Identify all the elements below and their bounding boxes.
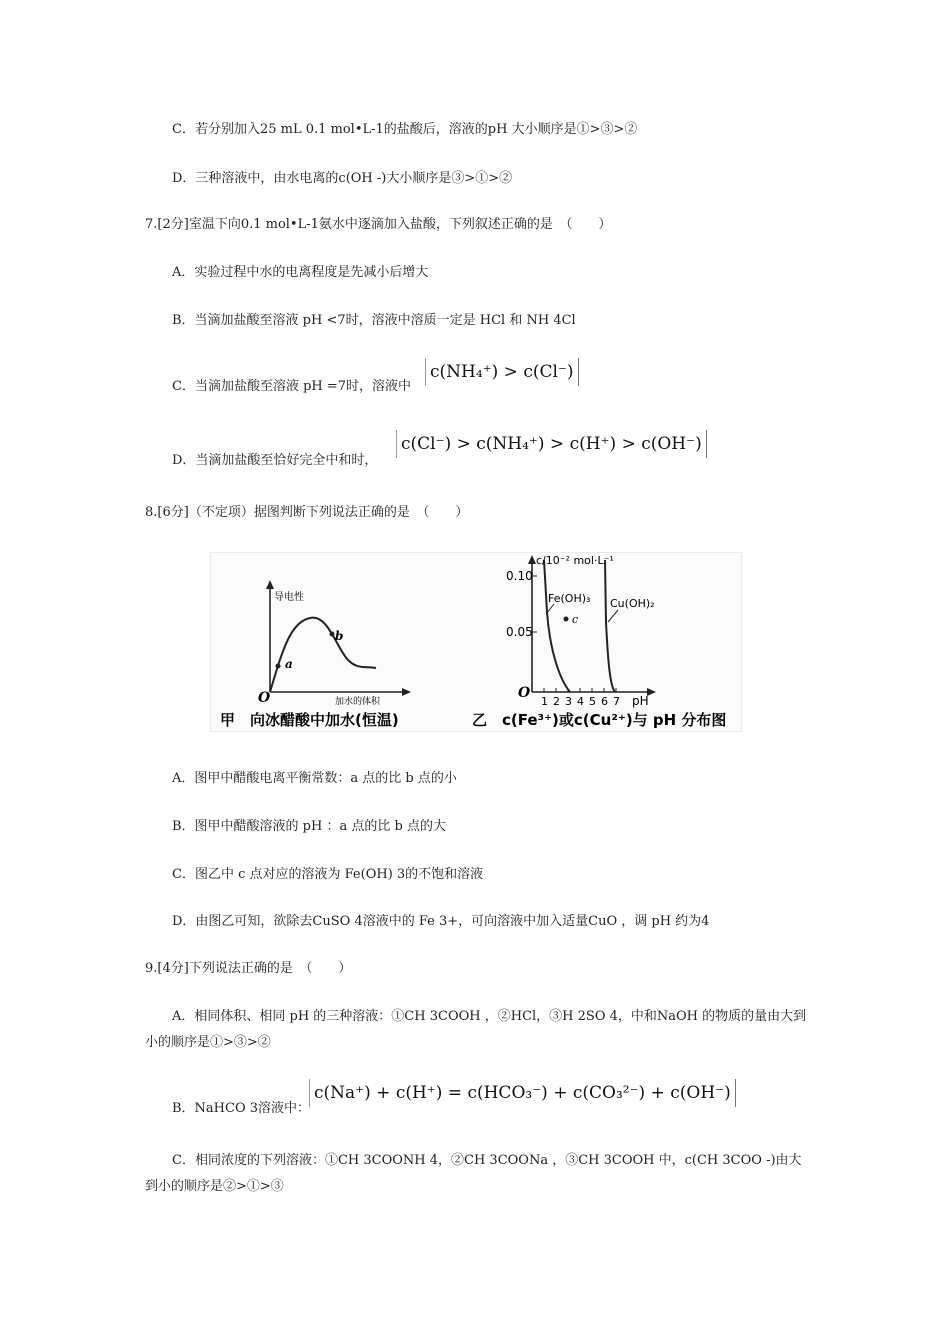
option-9c: C．相同浓度的下列溶液：①CH 3COONH 4，②CH 3COONa ，③CH 3COOH 中，c(CH 3COO -)由大到小的顺序是②>①>③ — [145, 1153, 802, 1194]
fe-oh3-label: Fe(OH)₃ — [548, 592, 591, 605]
formula-7c: c(NH₄⁺) > c(Cl⁻) — [425, 358, 579, 386]
x-tick-7: 7 — [613, 695, 620, 708]
option-9a: A．相同体积、相同 pH 的三种溶液：①CH 3COOH ，②HCl，③H 2SO 4，中和NaOH 的物质的量由大到小的顺序是①>③>② — [145, 1009, 807, 1050]
left-caption: 甲 向冰醋酸中加水(恒温) — [220, 711, 399, 729]
x-tick-5: 5 — [589, 695, 596, 708]
left-origin: O — [258, 690, 271, 706]
option-8d: D．由图乙可知，欲除去CuSO 4溶液中的 Fe 3+，可向溶液中加入适量CuO ，调 pH 约为4 — [172, 914, 710, 929]
point-c-label: c — [572, 613, 579, 626]
option-7b: B．当滴加盐酸至溶液 pH <7时，溶液中溶质一定是 HCl 和 NH 4Cl — [172, 313, 576, 328]
question-9: 9.[4分]下列说法正确的是 （ ） — [145, 961, 352, 976]
x-tick-4: 4 — [577, 695, 584, 708]
question-7: 7.[2分]室温下向0.1 mol•L-1氨水中逐滴加入盐酸，下列叙述正确的是 （ ） — [145, 217, 612, 232]
option-7d: D．当滴加盐酸至恰好完全中和时， — [172, 453, 378, 468]
option-7c: C．当滴加盐酸至溶液 pH =7时，溶液中 — [172, 379, 412, 394]
point-b-marker — [330, 632, 335, 637]
option-6d: D．三种溶液中，由水电离的c(OH -)大小顺序是③>①>② — [172, 171, 513, 186]
point-c-marker — [564, 617, 569, 622]
right-x-label: pH — [632, 694, 649, 708]
option-8b: B．图甲中醋酸溶液的 pH ：a 点的比 b 点的大 — [172, 819, 446, 834]
x-tick-6: 6 — [601, 695, 608, 708]
figure-graphs — [210, 552, 742, 732]
right-y-tick-2: 0.05 — [506, 625, 533, 639]
x-tick-1: 1 — [541, 695, 548, 708]
point-a-label: a — [285, 657, 293, 671]
left-y-label: 导电性 — [274, 592, 304, 603]
right-origin: O — [518, 685, 531, 701]
right-y-tick-1: 0.10 — [506, 569, 533, 583]
formula-9b: c(Na⁺) + c(H⁺) = c(HCO₃⁻) + c(CO₃²⁻) + c(OH⁻) — [309, 1079, 736, 1107]
left-x-label: 加水的体积 — [335, 697, 381, 707]
formula-7d: c(Cl⁻) > c(NH₄⁺) > c(H⁺) > c(OH⁻) — [396, 430, 707, 458]
point-a-marker — [276, 664, 281, 669]
option-6c: C．若分别加入25 mL 0.1 mol•L-1的盐酸后，溶液的pH 大小顺序是①>③>② — [172, 122, 638, 137]
right-caption: 乙 c(Fe³⁺)或c(Cu²⁺)与 pH 分布图 — [472, 711, 727, 729]
cu-oh2-label: Cu(OH)₂ — [610, 597, 655, 610]
option-7a: A．实验过程中水的电离程度是先减小后增大 — [172, 265, 429, 280]
x-tick-2: 2 — [553, 695, 560, 708]
option-9b: B．NaHCO 3溶液中： — [172, 1101, 311, 1116]
question-8: 8.[6分]（不定项）据图判断下列说法正确的是 （ ） — [145, 505, 469, 520]
option-8c: C．图乙中 c 点对应的溶液为 Fe(OH) 3的不饱和溶液 — [172, 867, 484, 882]
option-8a: A．图甲中醋酸电离平衡常数：a 点的比 b 点的小 — [172, 771, 457, 786]
right-y-label: c/10⁻² mol·L⁻¹ — [536, 554, 614, 567]
point-b-label: b — [335, 629, 344, 643]
x-tick-3: 3 — [565, 695, 572, 708]
